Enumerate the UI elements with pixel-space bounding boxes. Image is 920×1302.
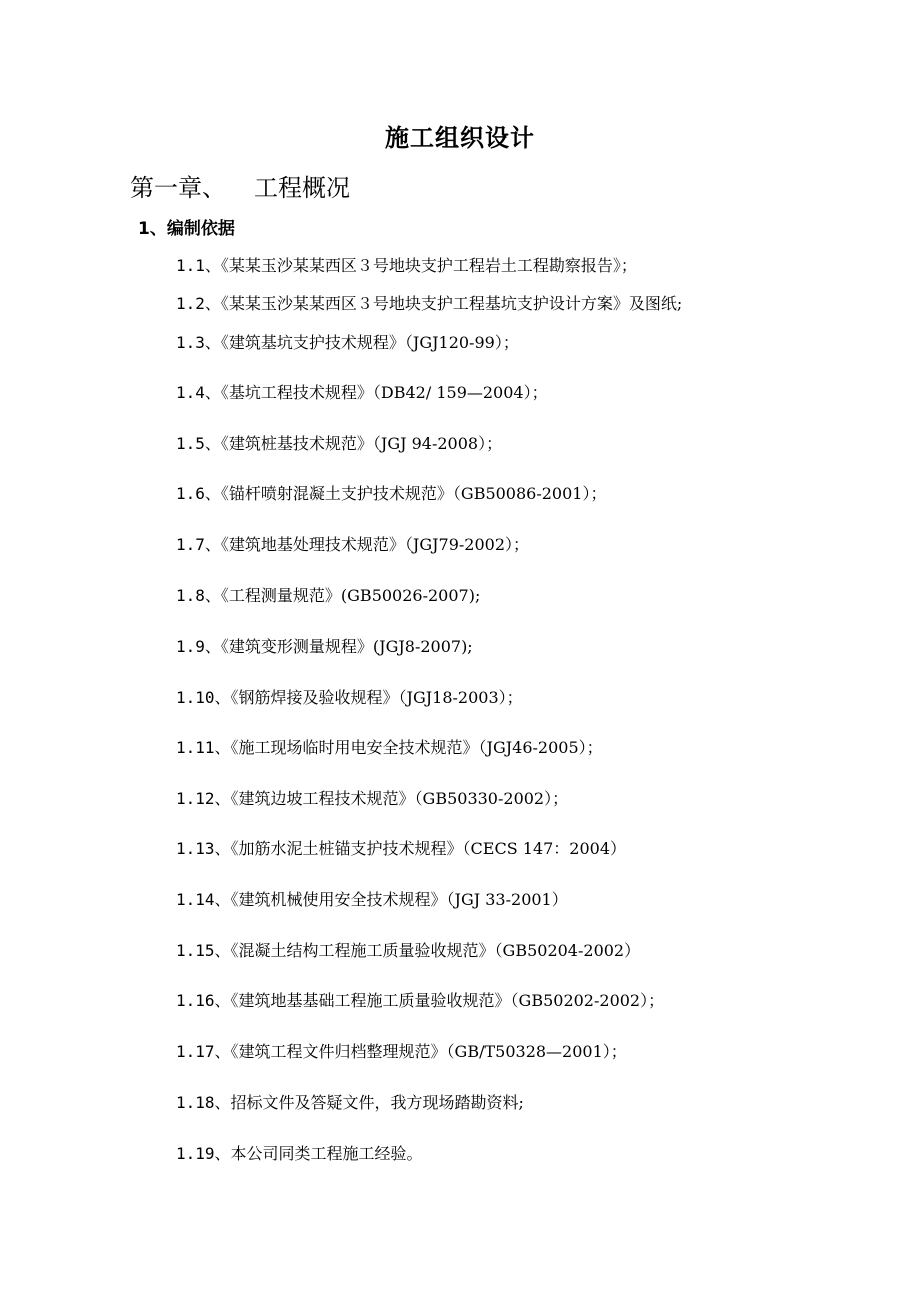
item-text: 《某某玉沙某某西区３号地块支护工程基坑支护设计方案》及图纸; xyxy=(220,294,683,313)
chapter-number: 第一章、 xyxy=(130,174,226,202)
item-text: 《钢筋焊接及验收规程》（JGJ18-2003）； xyxy=(230,688,523,707)
item-text: 《建筑地基处理技术规范》（JGJ79-2002）； xyxy=(220,535,530,554)
item-number: 1.12、 xyxy=(176,789,231,808)
list-item xyxy=(176,988,664,1011)
chapter-heading xyxy=(130,168,350,203)
item-text: 《加筋水泥土桩锚支护技术规程》（CECS 147：2004） xyxy=(230,839,627,858)
item-text: 《施工现场临时用电安全技术规范》（JGJ46-2005）； xyxy=(230,738,603,757)
item-number: 1.5、 xyxy=(176,434,221,453)
item-text: 《建筑桩基技术规范》（JGJ 94-2008）； xyxy=(220,434,503,453)
list-item xyxy=(176,253,637,276)
item-number: 1.9、 xyxy=(176,637,221,656)
item-text: 招标文件及答疑文件，我方现场踏勘资料; xyxy=(230,1093,524,1112)
list-item xyxy=(176,481,606,504)
item-text: 《工程测量规范》(GB50026-2007); xyxy=(220,586,481,605)
item-number: 1.1、 xyxy=(176,256,221,275)
section-heading: 1、编制依据 xyxy=(138,219,235,239)
list-item xyxy=(176,291,682,314)
item-text: 《某某玉沙某某西区３号地块支护工程岩土工程勘察报告》； xyxy=(220,256,637,275)
item-text: 《建筑工程文件归档整理规范》（GB/T50328—2001）； xyxy=(230,1042,627,1061)
item-number: 1.15、 xyxy=(176,941,231,960)
item-number: 1.6、 xyxy=(176,484,221,503)
document-title: 施工组织设计 xyxy=(385,124,535,152)
item-text: 《建筑地基基础工程施工质量验收规范》（GB50202-2002）； xyxy=(230,991,665,1010)
item-number: 1.13、 xyxy=(176,839,231,858)
item-number: 1.2、 xyxy=(176,294,221,313)
item-text: 本公司同类工程施工经验。 xyxy=(230,1144,423,1163)
list-item xyxy=(176,786,568,809)
list-item xyxy=(176,634,473,657)
item-number: 1.3、 xyxy=(176,333,221,352)
item-number: 1.4、 xyxy=(176,383,221,402)
list-item xyxy=(176,1141,423,1164)
item-text: 《建筑变形测量规程》(JGJ8-2007); xyxy=(220,637,473,656)
list-item xyxy=(176,532,529,555)
item-text: 《混凝土结构工程施工质量验收规范》（GB50204-2002） xyxy=(230,941,641,960)
list-item xyxy=(176,1090,524,1113)
chapter-title: 工程概况 xyxy=(254,174,350,202)
item-number: 1.7、 xyxy=(176,535,221,554)
item-number: 1.16、 xyxy=(176,991,231,1010)
list-item xyxy=(176,431,502,454)
list-item xyxy=(176,685,523,708)
item-number: 1.8、 xyxy=(176,586,221,605)
item-text: 《锚杆喷射混凝土支护技术规范》（GB50086-2001）； xyxy=(220,484,607,503)
list-item xyxy=(176,583,480,606)
item-number: 1.10、 xyxy=(176,688,231,707)
item-text: 《建筑边坡工程技术规范》（GB50330-2002）； xyxy=(230,789,569,808)
item-text: 《建筑机械使用安全技术规程》（JGJ 33-2001） xyxy=(230,890,568,909)
list-item xyxy=(176,330,519,353)
list-item xyxy=(176,1039,627,1062)
list-item xyxy=(176,735,603,758)
list-item xyxy=(176,836,626,859)
item-text: 《基坑工程技术规程》（DB42/ 159—2004）； xyxy=(220,383,548,402)
item-number: 1.17、 xyxy=(176,1042,231,1061)
item-number: 1.18、 xyxy=(176,1093,231,1112)
list-item xyxy=(176,887,568,910)
list-item xyxy=(176,938,640,961)
item-number: 1.11、 xyxy=(176,738,231,757)
item-text: 《建筑基坑支护技术规程》（JGJ120-99）； xyxy=(220,333,519,352)
item-number: 1.19、 xyxy=(176,1144,231,1163)
list-item xyxy=(176,380,548,403)
item-number: 1.14、 xyxy=(176,890,231,909)
